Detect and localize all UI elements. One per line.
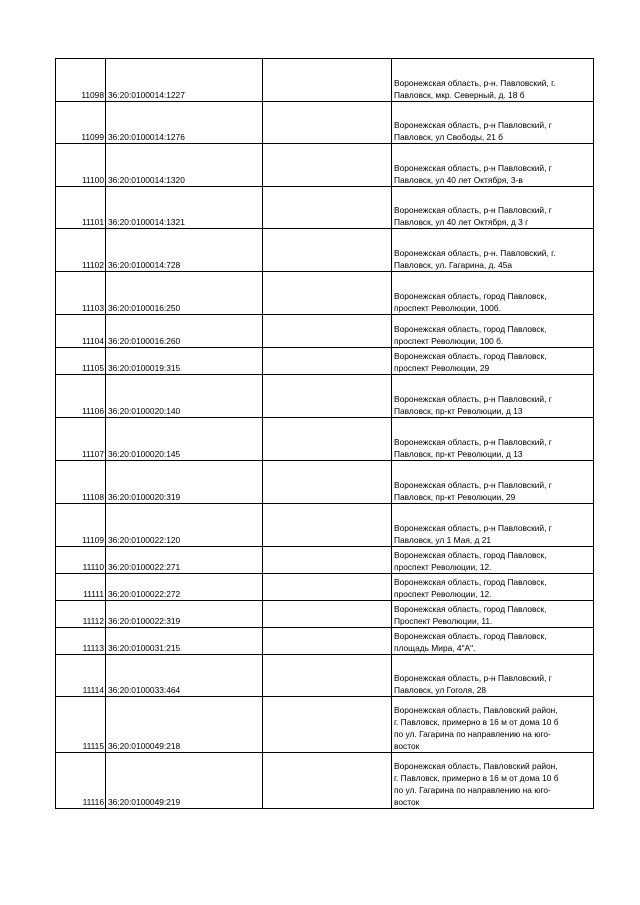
- cadastral-number: 36:20:0100049:218: [106, 697, 263, 753]
- empty-cell: [263, 574, 392, 601]
- empty-cell: [263, 697, 392, 753]
- address-cell: Воронежская область, город Павловск, проспект Революции, 12.: [392, 547, 594, 574]
- row-number: 11112: [56, 601, 106, 628]
- row-number: 11100: [56, 144, 106, 187]
- cadastral-number: 36:20:0100022:319: [106, 601, 263, 628]
- row-number: 11104: [56, 315, 106, 348]
- table-row: [56, 601, 594, 628]
- empty-cell: [263, 59, 392, 102]
- cadastral-number: 36:20:0100031:215: [106, 628, 263, 655]
- empty-cell: [263, 655, 392, 697]
- cadastral-number: 36:20:0100014:1276: [106, 102, 263, 144]
- empty-cell: [263, 547, 392, 574]
- empty-cell: [263, 461, 392, 504]
- address-cell: Воронежская область, р-н Павловский, г Павловск, пр-кт Революции, д 13: [392, 418, 594, 461]
- row-number: 11115: [56, 697, 106, 753]
- empty-cell: [263, 272, 392, 315]
- address-cell: Воронежская область, Павловский район, г. Павловск, примерно в 16 м от дома 10 б по ул. Гагарина по направлению на юго- восток: [392, 697, 594, 753]
- table-row: [56, 753, 594, 809]
- address-cell: Воронежская область, город Павловск, проспект Революции, 29: [392, 348, 594, 375]
- cadastral-number: 36:20:0100020:140: [106, 375, 263, 418]
- address-cell: Воронежская область, р-н. Павловский, г. Павловск, мкр. Северный, д. 18 б: [392, 59, 594, 102]
- row-number: 11101: [56, 187, 106, 229]
- row-number: 11108: [56, 461, 106, 504]
- address-cell: Воронежская область, р-н Павловский, г Павловск, ул 40 лет Октября, 3-в: [392, 144, 594, 187]
- table-row: [56, 697, 594, 753]
- table-row: [56, 375, 594, 418]
- empty-cell: [263, 375, 392, 418]
- address-cell: Воронежская область, р-н Павловский, г Павловск, ул 1 Мая, д 21: [392, 504, 594, 547]
- cadastral-number: 36:20:0100014:1227: [106, 59, 263, 102]
- table-row: [56, 59, 594, 102]
- table-row: [56, 315, 594, 348]
- table-row: [56, 348, 594, 375]
- table-row: [56, 187, 594, 229]
- cadastral-number: 36:20:0100020:145: [106, 418, 263, 461]
- address-cell: Воронежская область, город Павловск, площадь Мира, 4"А".: [392, 628, 594, 655]
- cadastral-number: 36:20:0100019:315: [106, 348, 263, 375]
- row-number: 11102: [56, 229, 106, 272]
- empty-cell: [263, 315, 392, 348]
- empty-cell: [263, 601, 392, 628]
- address-cell: Воронежская область, р-н Павловский, г Павловск, пр-кт Революции, д 13: [392, 375, 594, 418]
- table-body: [56, 59, 594, 809]
- cadastral-number: 36:20:0100014:728: [106, 229, 263, 272]
- row-number: 11116: [56, 753, 106, 809]
- address-cell: Воронежская область, город Павловск, проспект Революции, 100б.: [392, 272, 594, 315]
- row-number: 11098: [56, 59, 106, 102]
- table-row: [56, 272, 594, 315]
- row-number: 11107: [56, 418, 106, 461]
- cadastral-number: 36:20:0100016:260: [106, 315, 263, 348]
- table-row: [56, 504, 594, 547]
- address-cell: Воронежская область, р-н. Павловский, г. Павловск, ул. Гагарина, д. 45а: [392, 229, 594, 272]
- cadastral-number: 36:20:0100020:319: [106, 461, 263, 504]
- address-cell: Воронежская область, р-н Павловский, г Павловск, ул Гоголя, 28: [392, 655, 594, 697]
- address-cell: Воронежская область, город Павловск, Проспект Революции, 11.: [392, 601, 594, 628]
- table-row: [56, 418, 594, 461]
- empty-cell: [263, 504, 392, 547]
- register-page: [55, 58, 582, 809]
- address-cell: Воронежская область, р-н Павловский, г Павловск, пр-кт Революции, 29: [392, 461, 594, 504]
- empty-cell: [263, 753, 392, 809]
- empty-cell: [263, 229, 392, 272]
- table-row: [56, 144, 594, 187]
- address-cell: Воронежская область, город Павловск, проспект Революции, 100 б.: [392, 315, 594, 348]
- row-number: 11113: [56, 628, 106, 655]
- row-number: 11106: [56, 375, 106, 418]
- cadastral-number: 36:20:0100033:464: [106, 655, 263, 697]
- table-row: [56, 574, 594, 601]
- address-cell: Воронежская область, Павловский район, г. Павловск, примерно в 16 м от дома 10 б по ул. Гагарина по направлению на юго- восток: [392, 753, 594, 809]
- row-number: 11103: [56, 272, 106, 315]
- cadastral-number: 36:20:0100014:1320: [106, 144, 263, 187]
- table-row: [56, 229, 594, 272]
- table-row: [56, 102, 594, 144]
- cadastral-number: 36:20:0100014:1321: [106, 187, 263, 229]
- cadastral-number: 36:20:0100022:120: [106, 504, 263, 547]
- row-number: 11110: [56, 547, 106, 574]
- row-number: 11114: [56, 655, 106, 697]
- empty-cell: [263, 144, 392, 187]
- table-row: [56, 628, 594, 655]
- table-row: [56, 461, 594, 504]
- row-number: 11105: [56, 348, 106, 375]
- table-row: [56, 547, 594, 574]
- empty-cell: [263, 418, 392, 461]
- row-number: 11109: [56, 504, 106, 547]
- cadastral-number: 36:20:0100022:271: [106, 547, 263, 574]
- cadastral-number: 36:20:0100022:272: [106, 574, 263, 601]
- row-number: 11099: [56, 102, 106, 144]
- property-register-table: [55, 58, 594, 809]
- address-cell: Воронежская область, р-н Павловский, г Павловск, ул 40 лет Октября, д 3 г: [392, 187, 594, 229]
- row-number: 11111: [56, 574, 106, 601]
- cadastral-number: 36:20:0100016:250: [106, 272, 263, 315]
- empty-cell: [263, 628, 392, 655]
- empty-cell: [263, 348, 392, 375]
- empty-cell: [263, 102, 392, 144]
- empty-cell: [263, 187, 392, 229]
- table-row: [56, 655, 594, 697]
- address-cell: Воронежская область, город Павловск, проспект Революции, 12.: [392, 574, 594, 601]
- address-cell: Воронежская область, р-н Павловский, г Павловск, ул Свободы, 21 б: [392, 102, 594, 144]
- cadastral-number: 36:20:0100049:219: [106, 753, 263, 809]
